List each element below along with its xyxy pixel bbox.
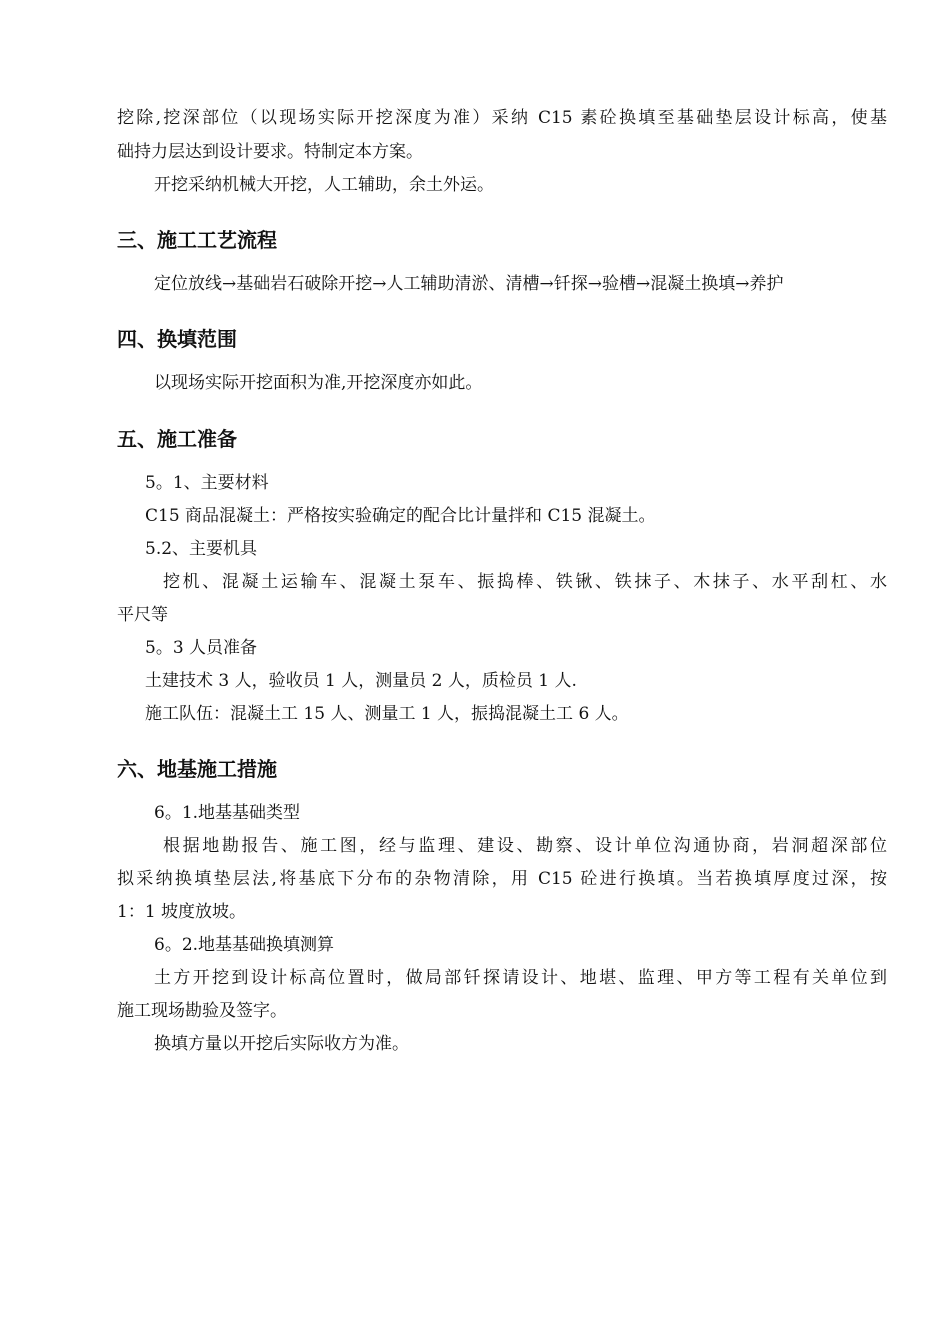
section-5-heading: 五、施工准备 <box>117 427 237 451</box>
section-3-heading: 三、施工工艺流程 <box>117 228 277 252</box>
section-6-1-title: 6。1.地基基础类型 <box>154 803 301 823</box>
section-3-body: 定位放线→基础岩石破除开挖→人工辅助清淤、清槽→钎探→验槽→混凝土换填→养护 <box>154 274 784 294</box>
section-5-3-body-2: 施工队伍：混凝土工 15 人、测量工 1 人，振捣混凝土工 6 人。 <box>145 704 629 724</box>
section-6-2-body-1: 土方开挖到设计标高位置时，做局部钎探请设计、地堪、监理、甲方等工程有关单位到 <box>154 968 887 988</box>
section-5-3-title: 5。3 人员准备 <box>145 638 258 658</box>
section-6-2-body-2: 施工现场勘验及签字。 <box>117 1001 287 1021</box>
section-6-2-body-3: 换填方量以开挖后实际收方为准。 <box>154 1034 409 1054</box>
section-4-body: 以现场实际开挖面积为准,开挖深度亦如此。 <box>154 373 483 393</box>
section-6-1-body-1: 根据地勘报告、施工图，经与监理、建设、勘察、设计单位沟通协商，岩洞超深部位 <box>163 836 887 856</box>
section-5-2-title: 5.2、主要机具 <box>145 539 258 559</box>
intro-line-1: 挖除,挖深部位（以现场实际开挖深度为准）采纳 C15 素砼换填至基础垫层设计标高，使基 <box>117 108 887 128</box>
section-5-2-body-1: 挖机、混凝土运输车、混凝土泵车、振捣棒、铁锹、铁抹子、木抹子、水平刮杠、水 <box>163 572 887 592</box>
section-4-heading: 四、换填范围 <box>117 327 237 351</box>
section-6-2-title: 6。2.地基基础换填测算 <box>154 935 335 955</box>
section-6-1-body-3: 1：1 坡度放坡。 <box>117 902 247 922</box>
intro-line-2: 础持力层达到设计要求。特制定本方案。 <box>117 142 423 162</box>
section-6-heading: 六、地基施工措施 <box>117 757 277 781</box>
section-5-1-body: C15 商品混凝土：严格按实验确定的配合比计量拌和 C15 混凝土。 <box>145 506 656 526</box>
section-5-1-title: 5。1、主要材料 <box>145 473 269 493</box>
section-6-1-body-2: 拟采纳换填垫层法,将基底下分布的杂物清除，用 C15 砼进行换填。当若换填厚度过深，按 <box>117 869 887 889</box>
section-5-3-body-1: 土建技术 3 人，验收员 1 人，测量员 2 人，质检员 1 人. <box>145 671 577 691</box>
intro-line-3: 开挖采纳机械大开挖，人工辅助，余土外运。 <box>154 175 494 195</box>
section-5-2-body-2: 平尺等 <box>117 605 168 625</box>
